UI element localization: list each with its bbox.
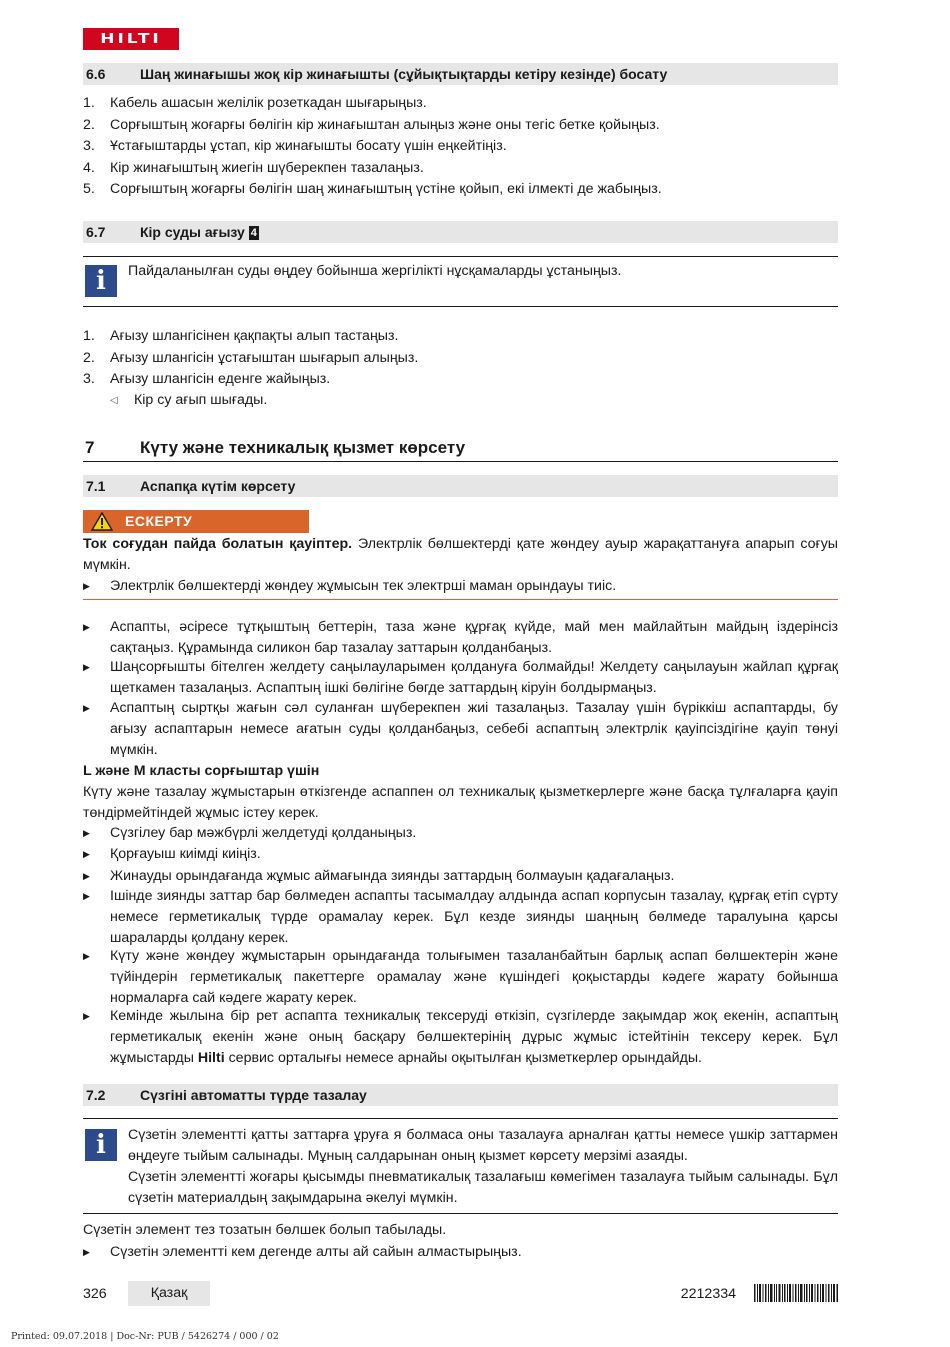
step-number: 2.	[83, 349, 95, 366]
warning-divider	[83, 599, 838, 600]
list-item	[83, 136, 838, 158]
bullet-text	[110, 1006, 838, 1069]
bullet-icon: ▶	[83, 871, 90, 881]
bullet-icon: ▶	[83, 1247, 90, 1257]
bullet-text-part: сервис орталығы немесе арнайы оқытылған қызметкерлер орындайды.	[224, 1050, 702, 1066]
bullet-text: Шаңсорғышты бітелген желдету саңылауларымен қолдануға болмайды! Желдету саңылауын жайлап құрғақ щеткамен тазалаңыз. Аспаптың ішкі бөлігіне бөгде заттардың кіруін болдырмаңыз.	[110, 659, 838, 696]
bullet-text-part: Кемінде жылына бір рет аспапта техникалық тексеруді өткізіп, сүзгілерде зақымдар жоқ екенін, аспаптың герметикалық екенін және оның басқару бөлшектерінің дұрыс жұмыс істейтінін тексеру керек. Бұл жұмыстарды	[110, 1008, 838, 1066]
info-icon: i	[85, 265, 117, 297]
bullet-icon: ▶	[83, 703, 90, 713]
section-title: Шаң жинағышы жоқ кір жинағышты (сұйықтықтарды кетіру кезінде) босату	[140, 66, 668, 82]
hilti-logo	[83, 28, 179, 50]
language-label: Қазақ	[128, 1281, 210, 1306]
bullet-icon: ▶	[83, 891, 90, 901]
section-number: 6.6	[86, 66, 106, 82]
bullet-text: Сүзетін элементті кем дегенде алты ай сайын алмастырыңыз.	[110, 1244, 522, 1260]
section-title: Сүзгіні автоматты түрде тазалау	[140, 1087, 367, 1103]
paragraph: Күту және тазалау жұмыстарын өткізгенде аспаппен ол техникалық қызметкерлерге және басқа тұлғаларға қауіп төндірмейтіндей жұмыс істеу керек.	[83, 784, 838, 821]
bullet-icon: ▶	[83, 828, 90, 838]
warning-title: Ток соғудан пайда болатын қауіптер.	[83, 536, 353, 552]
step-number: 2.	[83, 116, 95, 133]
step-number: 3.	[83, 138, 95, 154]
section-6-7-header	[83, 221, 838, 243]
result-arrow-icon: ◁	[110, 395, 118, 406]
list-item	[83, 369, 838, 391]
step-text: Сорғыштың жоғарғы бөлігін кір жинағыштан алыңыз және оны тегіс бетке қойыңыз.	[110, 116, 660, 133]
bullet-icon: ▶	[83, 951, 90, 961]
warning-label: ЕСКЕРТУ	[125, 513, 193, 529]
paragraph: Сүзетін элемент тез тозатын бөлшек болып табылады.	[83, 1222, 447, 1238]
list-item	[83, 179, 838, 201]
bullet-text: Ішінде зиянды заттар бар бөлмеден аспапты тасымалдау алдында аспап корпусын тазалау, құрғақ етіп сүрту немесе герметикалық түрде орамалау керек. Бұл кезде зиянды шаңның бөлмеде таралуына қарсы шараларды қолдану керек.	[110, 888, 838, 946]
bullet-icon: ▶	[83, 622, 90, 632]
section-6-6-steps	[83, 93, 838, 201]
info-note	[83, 1118, 838, 1214]
document-id: 2212334	[680, 1286, 736, 1302]
section-7-2-header	[83, 1084, 838, 1106]
section-title-text: Кір суды ағызу	[140, 224, 245, 240]
step-text: Сорғыштың жоғарғы бөлігін шаң жинағыштың үстіне қойып, екі ілмекті де жабыңыз.	[110, 181, 662, 197]
bullet-text: Күту және жөндеу жұмыстарын орындағанда толығымен тазаланбайтын барлық аспап бөлшектерін және түйіндерін герметикалық пакеттерге орамалау және күшіндегі қоқыстарды кәдеге жарату бойынша нормаларға сай кәдеге жарату керек.	[110, 948, 838, 1006]
warning-triangle-icon	[91, 512, 113, 531]
barcode	[754, 1284, 838, 1302]
subheading: L және M класты сорғыштар үшін	[83, 763, 320, 779]
bullet-text: Жинауды орындағанда жұмыс аймағында зиянды заттардың болмауын қадағалаңыз.	[110, 868, 675, 884]
step-number: 1.	[83, 328, 95, 344]
step-text: Ағызу шлангісін ұстағыштан шығарып алыңыз.	[110, 349, 419, 366]
section-number: 7.1	[86, 478, 106, 494]
bullet-text: Сүзгілеу бар мәжбүрлі желдетуді қолданыңыз.	[110, 825, 417, 841]
step-number: 4.	[83, 159, 95, 176]
step-text: Ұстағыштарды ұстап, кір жинағышты босату үшін еңкейтіңіз.	[110, 138, 507, 154]
section-6-6-header	[83, 63, 838, 85]
step-text: Ағызу шлангісінен қақпақты алып тастаңыз.	[110, 328, 399, 344]
bullet-icon: ▶	[83, 1011, 90, 1021]
step-number: 1.	[83, 95, 95, 111]
figure-reference: 4	[250, 227, 257, 239]
bullet-text: Аспаптың сыртқы жағын сәл суланған шүберекпен жиі тазалаңыз. Тазалау үшін бүріккіш аспаптарды, бу ағызу аспаптарын немесе ағатын суды қолданбаңыз, себебі аспаптың электрлік қауіпсіздігіне қауіп төнуі мүмкін.	[110, 700, 838, 758]
section-7-1-header	[83, 475, 838, 497]
info-note	[83, 256, 838, 307]
bullet-icon: ▶	[83, 662, 90, 672]
section-6-7-steps	[83, 326, 838, 391]
chapter-title: Күту және техникалық қызмет көрсету	[140, 438, 466, 457]
note-text: Пайдаланылған суды өңдеу бойынша жергілікті нұсқамаларды ұстаныңыз.	[128, 263, 622, 279]
step-text: Кабель ашасын желілік розеткадан шығарыңыз.	[110, 95, 427, 111]
section-title	[140, 221, 259, 243]
note-text: Сүзетін элементті жоғары қысымды пневматикалық тазалағыш көмегімен тазалауға тыйым салынады. Бұл сүзетін материалдың зақымдарына әкелуі мүмкін.	[128, 1169, 838, 1206]
chapter-number: 7	[85, 438, 95, 457]
bullet-text: Аспапты, әсіресе тұтқыштың беттерін, таза және құрғақ күйде, май мен майлайтын майдың іздерінсіз сақтаңыз. Құрамында силикон бар тазалау заттарын қолданбаңыз.	[110, 619, 838, 656]
warning-header	[83, 510, 309, 533]
warning-text	[83, 534, 838, 576]
page-number: 326	[83, 1286, 107, 1302]
info-icon: i	[85, 1129, 117, 1161]
step-text: Кір жинағыштың жиегін шүберекпен тазалаңыз.	[110, 159, 424, 176]
list-item	[83, 115, 838, 137]
step-text: Ағызу шлангісін еденге жайыңыз.	[110, 371, 331, 387]
bullet-text: Қорғауыш киімді киіңіз.	[110, 846, 261, 862]
list-item	[83, 348, 838, 370]
bullet-icon: ▶	[83, 581, 90, 591]
logo-text: HILTI	[100, 30, 162, 47]
bullet-text: Электрлік бөлшектерді жөндеу жұмысын тек электрші маман орындауы тиіс.	[110, 578, 617, 594]
list-item	[83, 93, 838, 115]
warning-description: Электрлік бөлшектерді қате жөндеу ауыр жарақаттануға апарып соғуы мүмкін.	[83, 536, 838, 573]
list-item	[83, 326, 838, 348]
note-text: Сүзетін элементті қатты заттарға ұруға я болмаса оны тазалауға арналған қатты немесе үшкір заттармен өңдеуге тыйым салынады. Мұның салдарынан оның қызмет көрсету мерзімі азаяды.	[128, 1127, 838, 1164]
print-stamp: Printed: 09.07.2018 | Doc-Nr: PUB / 5426274 / 000 / 02	[11, 1331, 279, 1342]
section-number: 7.2	[86, 1087, 106, 1103]
step-number: 5.	[83, 181, 95, 197]
step-number: 3.	[83, 371, 95, 387]
result-text: Кір су ағып шығады.	[134, 392, 268, 408]
section-number: 6.7	[86, 224, 106, 240]
chapter-7-header	[83, 435, 838, 462]
brand-name: Hilti	[197, 1050, 225, 1066]
section-title: Аспапқа күтім көрсету	[140, 478, 296, 494]
list-item	[83, 158, 838, 180]
bullet-icon: ▶	[83, 849, 90, 859]
